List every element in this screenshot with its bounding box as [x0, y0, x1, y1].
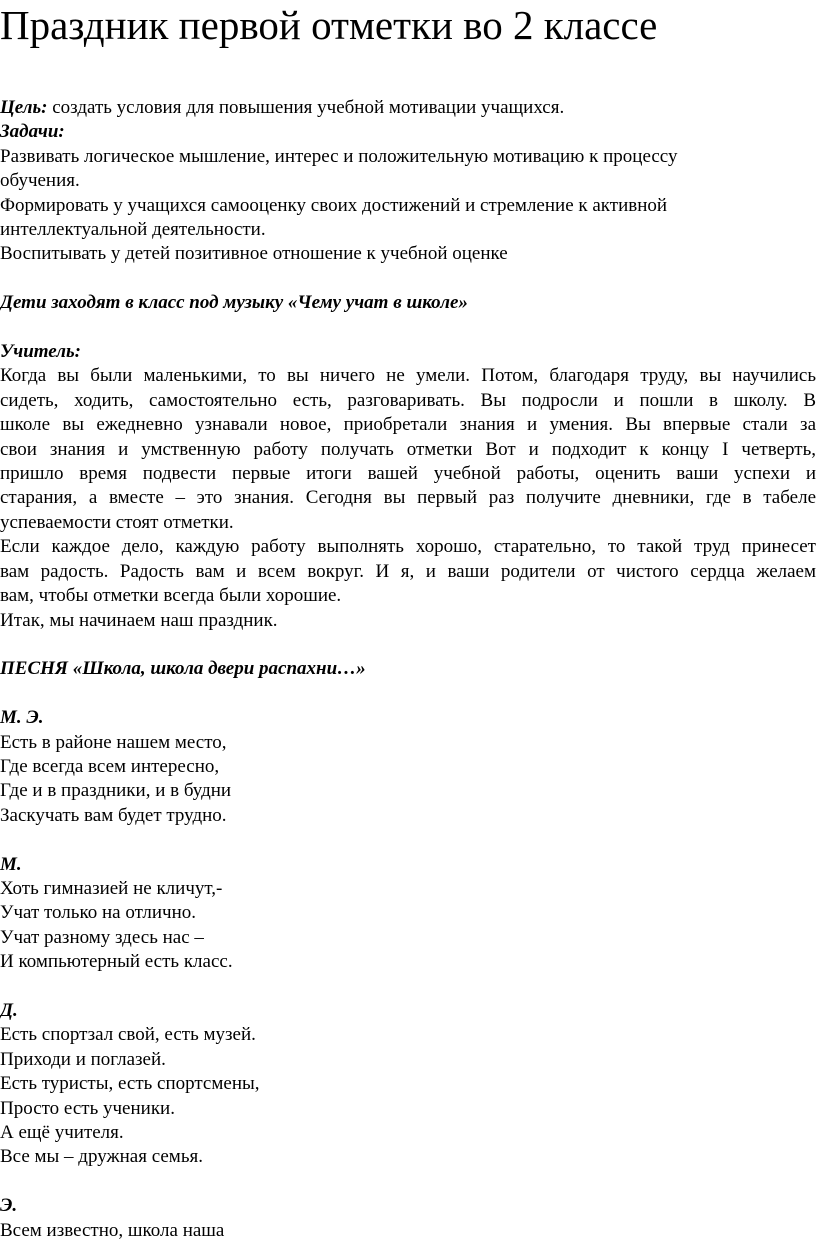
task-line: интеллектуальной деятельности.	[0, 219, 266, 241]
teacher-line: старания, а вместе – это знания. Сегодня вы первый раз получите дневники, где в табеле	[0, 487, 816, 509]
task-line: Воспитывать у детей позитивное отношение к учебной оценке	[0, 243, 508, 265]
teacher-line: пришло время подвести первые итоги вашей учебной работы, оценить ваши успехи и	[0, 463, 816, 485]
teacher-line: Когда вы были маленькими, то вы ничего не умели. Потом, благодаря труду, вы научились	[0, 365, 816, 387]
verse-speaker: Д.	[0, 999, 18, 1021]
tasks-label: Задачи:	[0, 121, 65, 143]
verse-line: Хоть гимназией не кличут,-	[0, 877, 223, 899]
teacher-line: школе вы ежедневно узнавали новое, приобретали знания и умения. Вы впервые стали за	[0, 414, 816, 436]
verse-line: Где и в праздники, и в будни	[0, 780, 232, 802]
verse-line: Просто есть ученики.	[0, 1097, 175, 1119]
document-body	[0, 96, 816, 1243]
verse-line: Учат только на отлично.	[0, 902, 197, 924]
teacher-line: Если каждое дело, каждую работу выполнять хорошо, старательно, то такой труд принесет	[0, 536, 816, 558]
goal-label: Цель:	[0, 97, 48, 118]
teacher-line: вам радость. Радость вам и всем вокруг. И я, и ваши родители от чистого сердца желаем	[0, 560, 816, 582]
verse-line: А ещё учителя.	[0, 1121, 124, 1143]
verse-line: Есть в районе нашем место,	[0, 731, 227, 753]
verse-line: Всем известно, школа наша	[0, 1219, 225, 1241]
task-line: Развивать логическое мышление, интерес и положительную мотивацию к процессу	[0, 145, 678, 167]
entrance-direction: Дети заходят в класс под музыку «Чему учат в школе»	[0, 292, 468, 314]
verse-speaker: М.	[0, 853, 22, 875]
teacher-line: свои знания и умственную работу получать отметки Вот и подходит к концу I четверть,	[0, 438, 816, 460]
teacher-line: вам, чтобы отметки всегда были хорошие.	[0, 585, 342, 607]
verse-line: И компьютерный есть класс.	[0, 951, 233, 973]
verse-line: Где всегда всем интересно,	[0, 755, 220, 777]
task-line: обучения.	[0, 170, 80, 192]
teacher-line: сидеть, ходить, самостоятельно есть, разговаривать. Вы подросли и пошли в школу. В	[0, 389, 816, 411]
page-title: Праздник первой отметки во 2 классе	[0, 2, 658, 48]
song-title: ПЕСНЯ «Школа, школа двери распахни…»	[0, 658, 366, 680]
teacher-label: Учитель:	[0, 341, 82, 363]
verse-speaker: Э.	[0, 1195, 18, 1217]
goal-line	[0, 96, 816, 120]
verse-line: Все мы – дружная семья.	[0, 1146, 203, 1168]
teacher-line: успеваемости стоят отметки.	[0, 511, 234, 533]
verse-line: Есть туристы, есть спортсмены,	[0, 1073, 260, 1095]
verse-line: Заскучать вам будет трудно.	[0, 804, 227, 826]
verse-speaker: М. Э.	[0, 707, 44, 729]
verse-line: Учат разному здесь нас –	[0, 926, 204, 948]
verse-line: Есть спортзал свой, есть музей.	[0, 1024, 256, 1046]
task-line: Формировать у учащихся самооценку своих достижений и стремление к активной	[0, 194, 668, 216]
verse-line: Приходи и поглазей.	[0, 1048, 166, 1070]
goal-text: создать условия для повышения учебной мотивации учащихся.	[47, 97, 565, 118]
teacher-closing: Итак, мы начинаем наш праздник.	[0, 609, 278, 631]
